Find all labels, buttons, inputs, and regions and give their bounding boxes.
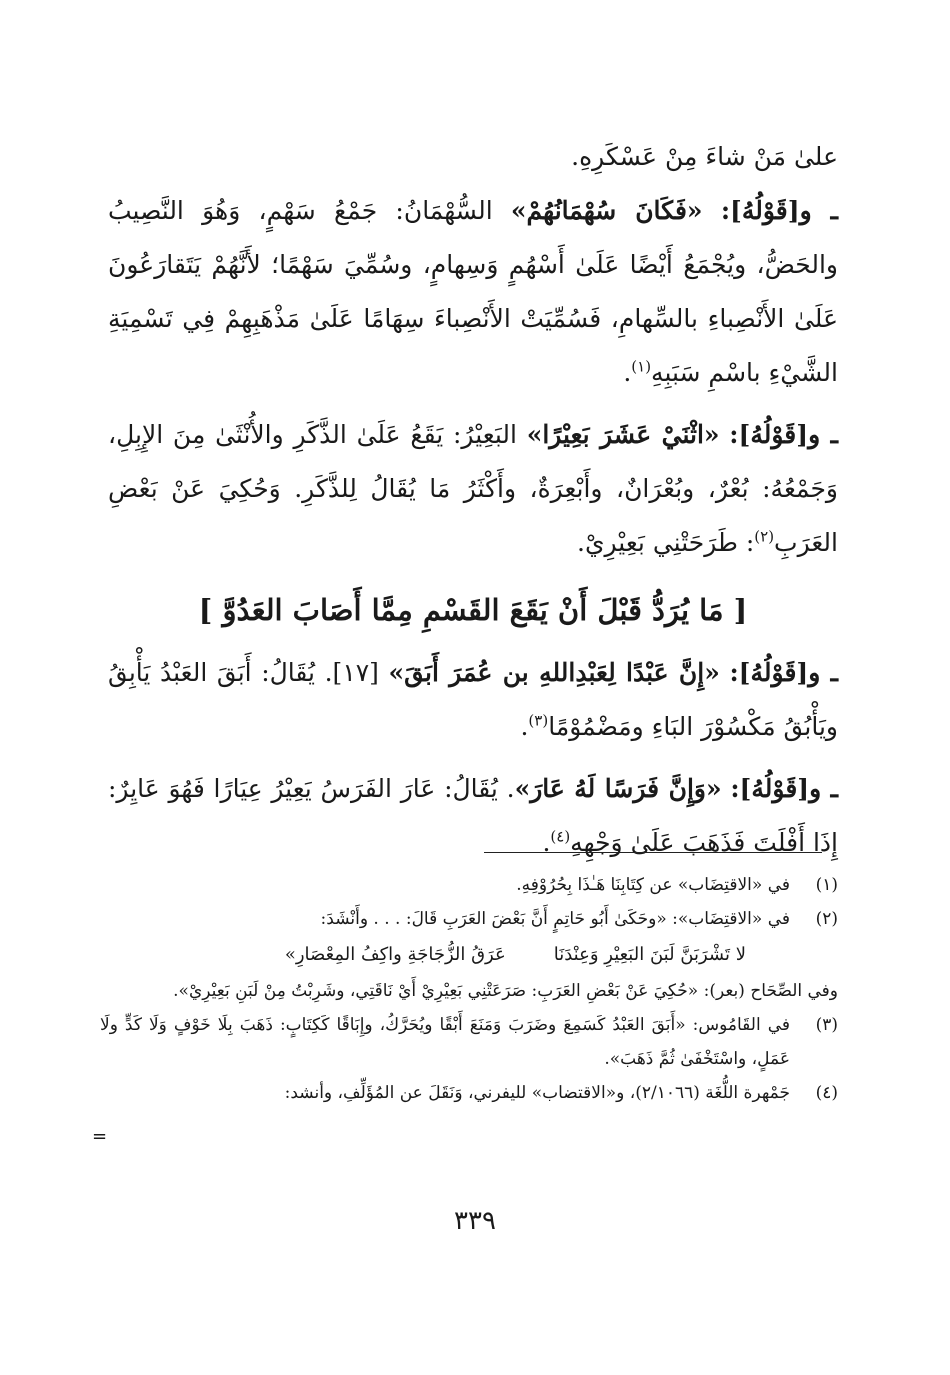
- footnotes: [100, 868, 838, 1110]
- section-heading: [ مَا يُرَدُّ قَبْلَ أَنْ يَقَعَ القَسْمِ مِمَّا أَصَابَ العَدُوَّ ]: [198, 593, 748, 627]
- footnote-ref[interactable]: (٤): [550, 827, 571, 846]
- footnote-text: وفي الصِّحَاح (بعر): «حُكِيَ عَنْ بَعْضِ العَرَبِ: صَرَعَتْنِي بَعِيْرِيْ أَيْ نَاقَتِي، وشَرِبْتُ مِنْ لَبَنِ بَعِيْرِيْ».: [173, 981, 838, 1001]
- verse-second-hemistich: عَرَقُ الزُّجَاجَةِ واكِفُ المِعْصَارِ»: [284, 944, 506, 965]
- entry-quote: «إِنَّ عَبْدًا لِعَبْدِاللهِ بن عُمَرَ أَبَقَ»: [388, 658, 720, 687]
- entry-keyword: [قَوْلُهُ]:: [730, 774, 810, 803]
- entry-keyword: [قَوْلُهُ]:: [729, 658, 809, 687]
- footnote-ref[interactable]: (٢): [754, 527, 775, 546]
- entry-end: .: [542, 828, 551, 857]
- footnote-divider: [484, 852, 822, 853]
- entry-keyword: [قَوْلُهُ]:: [720, 196, 800, 225]
- page-number: ٣٣٩: [454, 1206, 496, 1236]
- footnote-number: (١): [815, 875, 838, 895]
- footnote-verse: [100, 936, 838, 974]
- footnote-ref[interactable]: (١): [631, 357, 652, 376]
- footnote-number: (٢): [815, 909, 838, 929]
- entry-end: : طَرَحَتْنِي بَعِيْرِيْ.: [577, 528, 755, 557]
- main-text: [108, 130, 838, 878]
- paragraph-intro: علىٰ مَنْ شاءَ مِنْ عَسْكَرِهِ.: [571, 142, 838, 171]
- footnote-2: [100, 902, 838, 936]
- footnote-1: [100, 868, 838, 902]
- entry-end: .: [623, 358, 632, 387]
- entry-dash: ـ و: [809, 774, 838, 803]
- entry-keyword: [قَوْلُهُ]:: [729, 420, 809, 449]
- entry-quote: «وَإِنَّ فَرَسًا لَهُ عَارَ»: [514, 774, 722, 803]
- verse-first-hemistich: لا تَشْرَبَنَّ لَبَنَ البَعِيْرِ وَعِنْدَنَا: [553, 944, 746, 965]
- entry-text: البَعِيْرُ: يَقَعُ عَلَىٰ الذَّكَرِ والأُنْثَىٰ مِنَ الإِبِلِ، وَجَمْعُهُ: بُعْرٌ، وبُعْرَانٌ، وأَبْعِرَةٌ، وأَكْثَرُ مَا يُقَالُ لِلذَّكَرِ. وَحُكِيَ عَنْ بَعْضِ العَرَبِ: [108, 420, 838, 557]
- footnote-2-continued: [100, 974, 838, 1008]
- footnote-text: في القَامُوس: «أَبَقَ العَبْدُ كَسَمِعَ وضَرَبَ وَمَنَعَ أَبْقًا ويُحَرَّكُ، وإِبَاقًا كَكِتَابٍ: ذَهَبَ بِلَا خَوْفٍ وَلَا كَدٍّ ولَا عَمَلٍ، واسْتَخْفَىٰ ثُمَّ ذَهَبَ».: [100, 1015, 790, 1069]
- entry-text: . يُقَالُ: عَارَ الفَرَسُ يَعِيْرُ عِيَارًا فَهُوَ عَايِرٌ: إِذَا أَفْلَتَ فَذَهَبَ عَلَىٰ وَجْهِهِ: [108, 774, 838, 857]
- footnote-4: [100, 1076, 838, 1110]
- entry-dash: ـ و: [799, 196, 838, 225]
- footnote-text: في «الاقتِضَاب» عن كِتَابِنَا هَـٰذَا بِحُرُوْفِهِ.: [516, 875, 790, 895]
- entry-text: السُّهْمَانُ: جَمْعُ سَهْمٍ، وَهُوَ النَّصِيبُ والحَضُّ، ويُجْمَعُ أَيْضًا عَلَىٰ أَسْهُمٍ وَسِهامٍ، وسُمِّيَ سَهْمًا؛ لأَنَّهُمْ يَتَقارَعُونَ عَلَىٰ الأَنْصِباءِ بالسِّهامِ، فَسُمِّيَتْ الأَنْصِباءَ سِهَامًا عَلَىٰ مَذْهَبِهِمْ فِي تَسْمِيَةِ الشَّيْءِ باسْمِ سَبَبِهِ: [108, 196, 838, 387]
- entry-dash: ـ و: [808, 658, 838, 687]
- footnote-ref[interactable]: (٣): [528, 711, 549, 730]
- entry-quote: «اثْنَيْ عَشَرَ بَعِيْرًا»: [526, 420, 720, 449]
- paragraph-aara: [108, 762, 838, 870]
- entry-dash: ـ و: [808, 420, 838, 449]
- entry-end: .: [520, 712, 529, 741]
- entry-text: [١٧]. يُقَالُ: أَبَقَ العَبْدُ يَأْبِقُ ويَأْبُقُ مَكْسُوْرَ البَاءِ ومَضْمُوْمًا: [108, 658, 838, 741]
- footnote-number: (٣): [815, 1015, 838, 1035]
- footnote-3: [100, 1008, 838, 1076]
- footnote-text: في «الاقتِضَاب»: «وحَكَىٰ أَبُو حَاتِمٍ أَنَّ بَعْضَ العَرَبِ قَالَ: . . . وأَنْشَدَ:: [320, 909, 790, 929]
- footnote-number: (٤): [815, 1083, 838, 1103]
- paragraph-abaqa: [108, 646, 838, 754]
- paragraph-baeer: [108, 408, 838, 570]
- paragraph-sahman: [108, 184, 838, 400]
- continuation-mark: =: [92, 1126, 108, 1147]
- entry-quote: «فَكَانَ سُهْمَانُهُمْ»: [510, 196, 703, 225]
- footnote-text: جَمْهرة اللُّغَة (٢/١٠٦٦)، و«الاقتضاب» لليفرني، وَنَقَلَ عن المُؤَلِّفِ، وأنشد:: [284, 1083, 790, 1103]
